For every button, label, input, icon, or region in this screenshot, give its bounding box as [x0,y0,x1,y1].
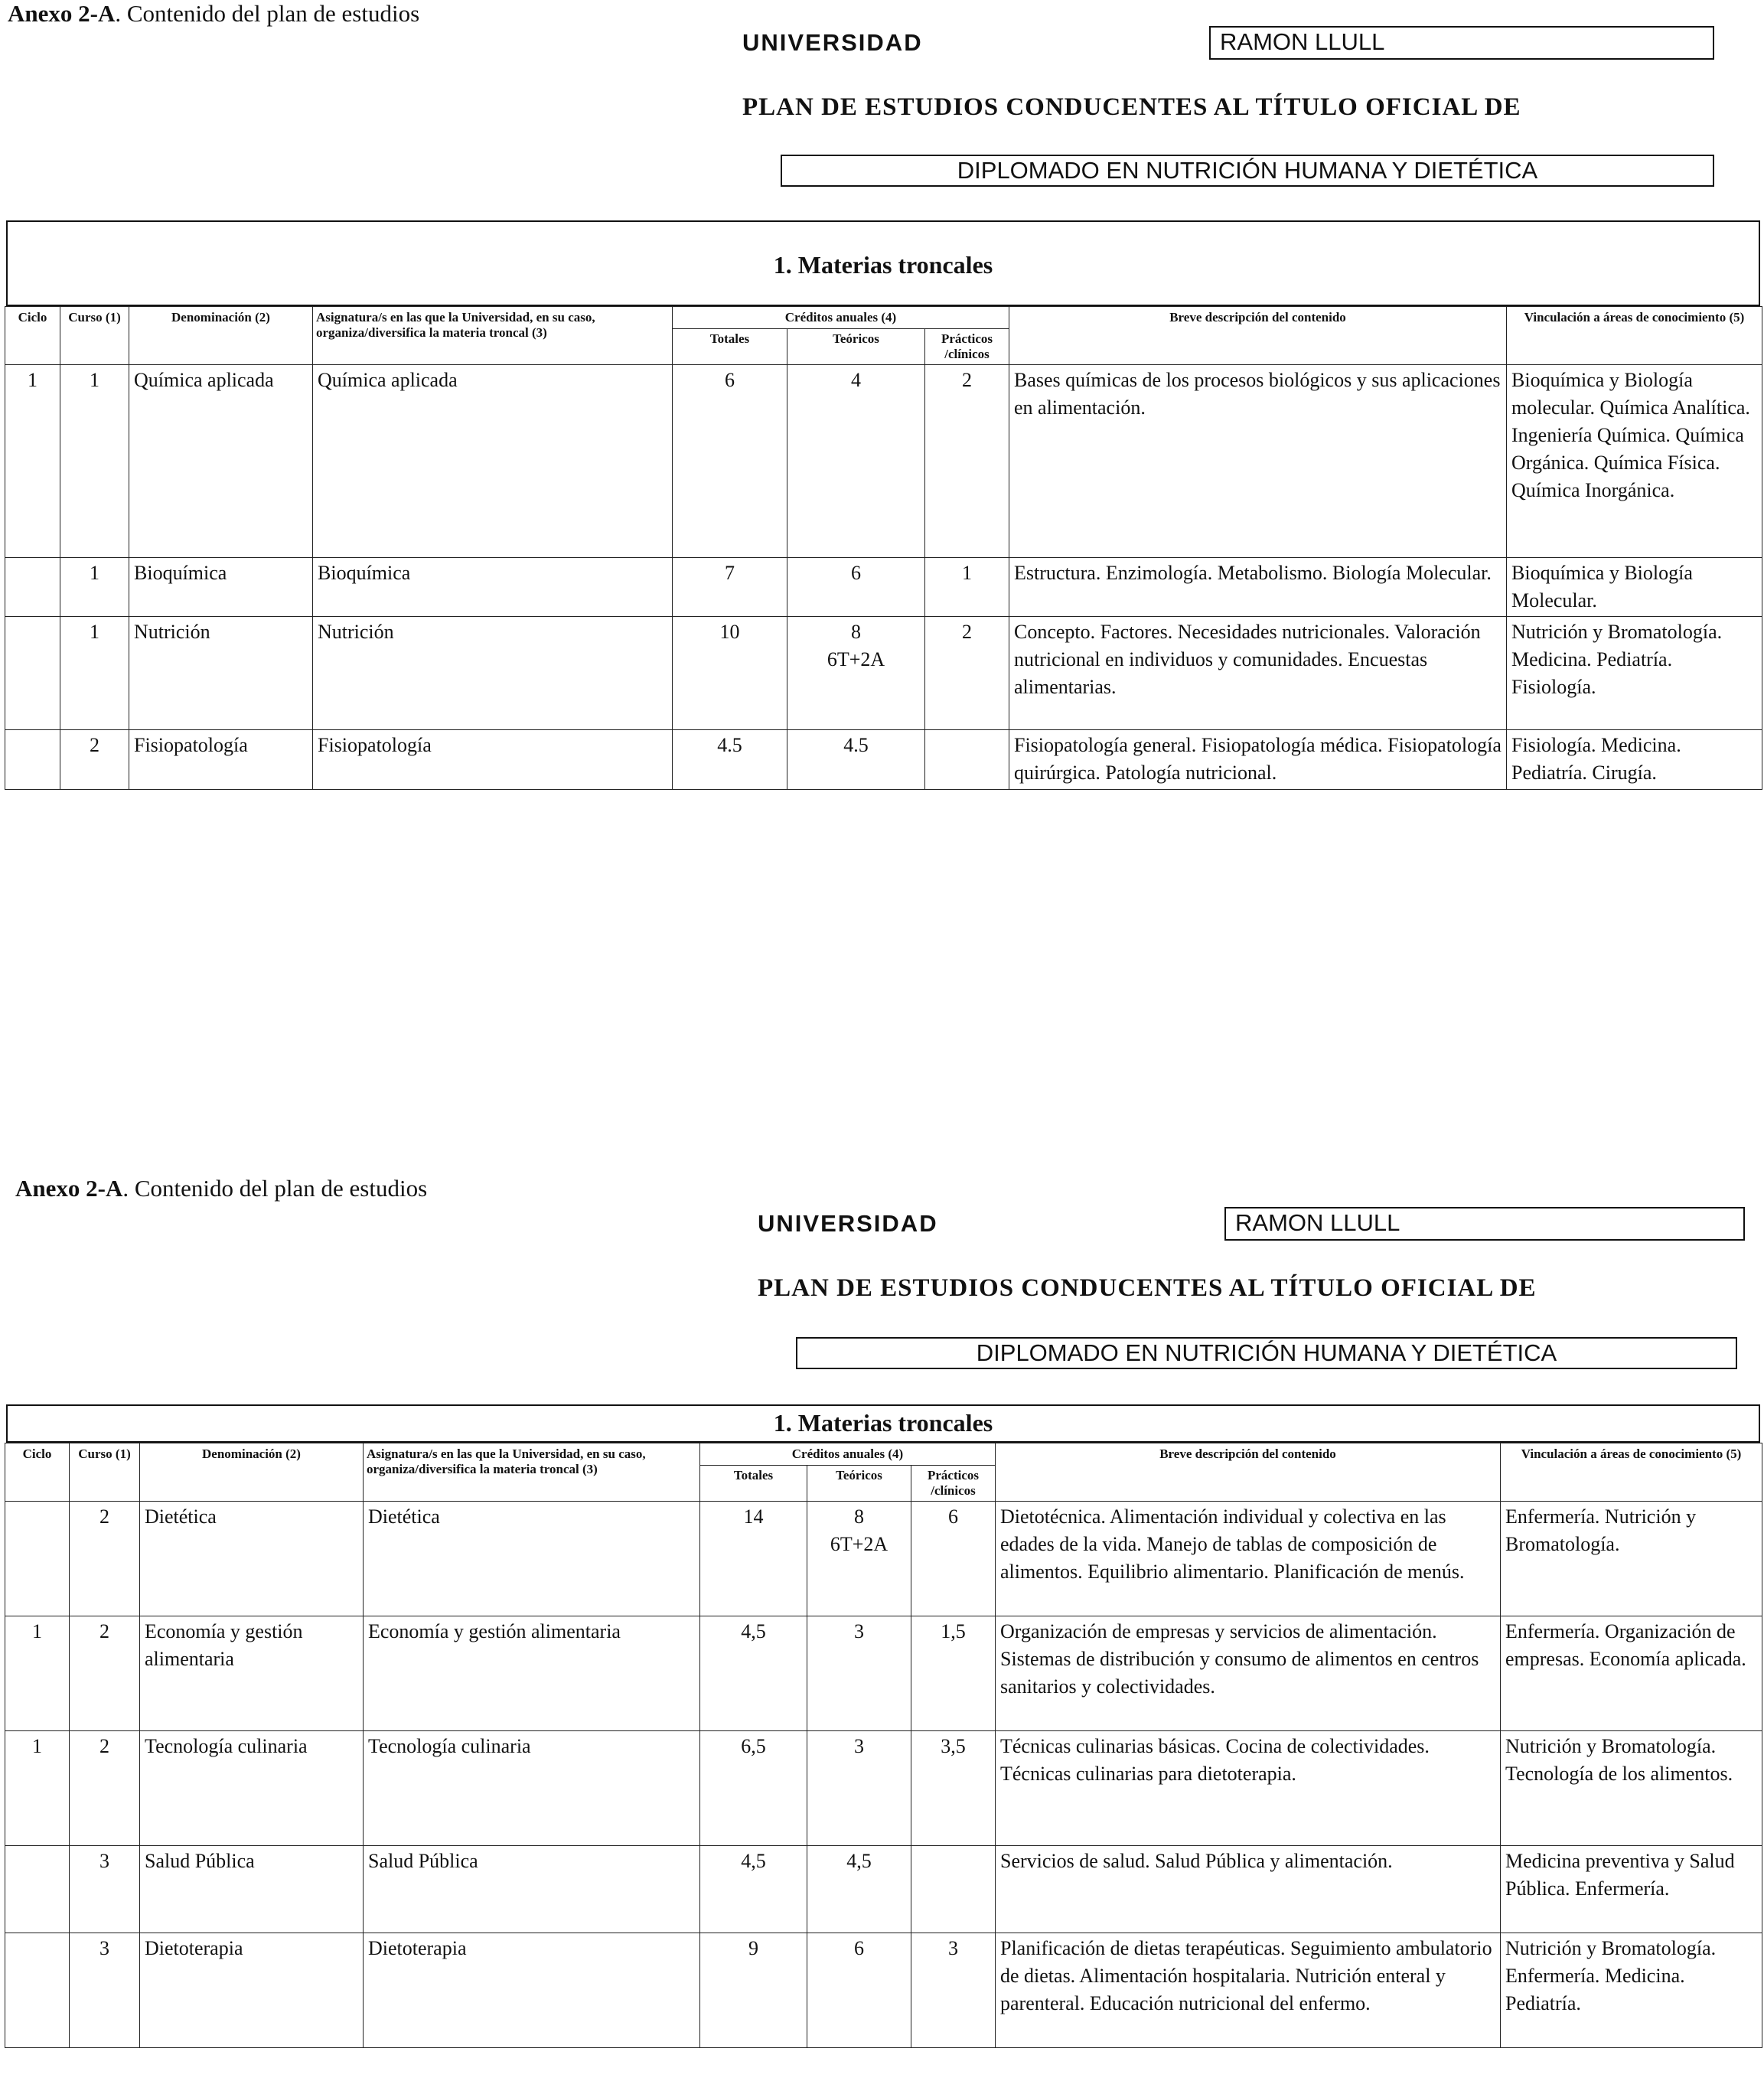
header-teoricos: Teóricos [807,1466,911,1502]
cell-practicos [911,1846,996,1933]
annex-heading: Anexo 2-A. Contenido del plan de estudios [8,0,420,27]
header-curso: Curso (1) [60,307,129,365]
header-descripcion: Breve descripción del contenido [996,1443,1501,1502]
teoricos-value: 4,5 [846,1850,872,1872]
cell-teoricos [807,1933,911,2048]
cell-curso: 1 [60,558,129,617]
cell-denominacion: Dietoterapia [140,1933,364,2048]
section-frame [6,1404,1760,1443]
cell-descripcion: Servicios de salud. Salud Pública y alimentación. [996,1846,1501,1933]
cell-totales: 10 [673,617,787,730]
teoricos-detail: 6T+2A [830,1533,889,1555]
cell-totales: 4,5 [700,1846,807,1933]
header-asignatura: Asignatura/s en las que la Universidad, en su caso, organiza/diversifica la materia troncal (3) [313,307,673,365]
cell-curso: 2 [60,730,129,790]
annex-heading: Anexo 2-A. Contenido del plan de estudios [15,1175,428,1202]
cell-vinculacion: Medicina preventiva y Salud Pública. Enfermería. [1501,1846,1762,1933]
cell-totales: 14 [700,1502,807,1616]
cell-denominacion: Química aplicada [129,365,313,558]
table-row [5,1933,1762,2048]
cell-asignatura: Tecnología culinaria [364,1731,700,1846]
cell-teoricos [787,365,925,558]
cell-asignatura: Salud Pública [364,1846,700,1933]
cell-totales: 4.5 [673,730,787,790]
header-totales: Totales [700,1466,807,1502]
cell-vinculacion: Bioquímica y Biología Molecular. [1507,558,1762,617]
cell-vinculacion: Fisiología. Medicina. Pediatría. Cirugía. [1507,730,1762,790]
cell-asignatura: Bioquímica [313,558,673,617]
table-row [5,365,1762,558]
cell-denominacion: Bioquímica [129,558,313,617]
teoricos-value: 8 [854,1505,864,1528]
cell-descripcion: Dietotécnica. Alimentación individual y colectiva en las edades de la vida. Manejo de tablas de composición de alimentos. Equilibrio alimentario. Planificación de menús. [996,1502,1501,1616]
cell-ciclo [5,558,60,617]
header-vinculacion: Vinculación a áreas de conocimiento (5) [1507,307,1762,365]
teoricos-detail: 6T+2A [827,648,885,670]
cell-practicos: 6 [911,1502,996,1616]
cell-practicos: 2 [925,617,1009,730]
cell-teoricos [787,617,925,730]
cell-teoricos [807,1731,911,1846]
cell-denominacion: Dietética [140,1502,364,1616]
cell-teoricos [787,558,925,617]
cell-practicos: 3,5 [911,1731,996,1846]
university-value-box: RAMON LLULL [1209,26,1714,60]
cell-descripcion: Fisiopatología general. Fisiopatología médica. Fisiopatología quirúrgica. Patología nutricional. [1009,730,1507,790]
header-ciclo: Ciclo [5,307,60,365]
section-title: 1. Materias troncales [773,1409,993,1437]
cell-teoricos [787,730,925,790]
cell-vinculacion: Nutrición y Bromatología. Enfermería. Medicina. Pediatría. [1501,1933,1762,2048]
cell-descripcion: Técnicas culinarias básicas. Cocina de colectividades. Técnicas culinarias para dietoterapia. [996,1731,1501,1846]
section-frame [6,220,1760,306]
cell-totales: 7 [673,558,787,617]
cell-asignatura: Química aplicada [313,365,673,558]
header-descripcion: Breve descripción del contenido [1009,307,1507,365]
plan-title: PLAN DE ESTUDIOS CONDUCENTES AL TÍTULO OFICIAL DE [742,93,1521,121]
cell-teoricos [807,1846,911,1933]
cell-totales: 6 [673,365,787,558]
cell-totales: 9 [700,1933,807,2048]
cell-curso: 2 [70,1502,140,1616]
header-creditos: Créditos anuales (4) [700,1443,996,1466]
degree-box: DIPLOMADO EN NUTRICIÓN HUMANA Y DIETÉTICA [781,155,1714,187]
cell-denominacion: Economía y gestión alimentaria [140,1616,364,1731]
table-row [5,1846,1762,1933]
cell-descripcion: Organización de empresas y servicios de alimentación. Sistemas de distribución y consumo de alimentos en centros sanitarios y colectividades. [996,1616,1501,1731]
cell-descripcion: Bases químicas de los procesos biológicos y sus aplicaciones en alimentación. [1009,365,1507,558]
cell-vinculacion: Nutrición y Bromatología. Tecnología de los alimentos. [1501,1731,1762,1846]
university-label: UNIVERSIDAD [758,1210,938,1237]
table-header-row [5,1443,1762,1466]
cell-curso: 3 [70,1933,140,2048]
cell-totales: 6,5 [700,1731,807,1846]
teoricos-value: 3 [854,1620,864,1642]
cell-denominacion: Salud Pública [140,1846,364,1933]
subjects-table [5,306,1762,790]
cell-practicos: 1,5 [911,1616,996,1731]
cell-curso: 1 [60,365,129,558]
cell-descripcion: Planificación de dietas terapéuticas. Seguimiento ambulatorio de dietas. Alimentación hospitalaria. Nutrición enteral y parenteral. Educación nutricional del enfermo. [996,1933,1501,2048]
cell-asignatura: Dietoterapia [364,1933,700,2048]
degree-box: DIPLOMADO EN NUTRICIÓN HUMANA Y DIETÉTICA [796,1337,1737,1369]
cell-practicos [925,730,1009,790]
cell-curso: 2 [70,1616,140,1731]
university-label: UNIVERSIDAD [742,29,923,56]
header-asignatura: Asignatura/s en las que la Universidad, en su caso, organiza/diversifica la materia troncal (3) [364,1443,700,1502]
cell-descripcion: Concepto. Factores. Necesidades nutricionales. Valoración nutricional en individuos y comunidades. Encuestas alimentarias. [1009,617,1507,730]
cell-practicos: 2 [925,365,1009,558]
cell-ciclo [5,617,60,730]
cell-descripcion: Estructura. Enzimología. Metabolismo. Biología Molecular. [1009,558,1507,617]
cell-teoricos [807,1616,911,1731]
header-denominacion: Denominación (2) [129,307,313,365]
header-vinculacion: Vinculación a áreas de conocimiento (5) [1501,1443,1762,1502]
cell-ciclo [5,1933,70,2048]
teoricos-value: 6 [854,1937,864,1959]
cell-teoricos [807,1502,911,1616]
cell-ciclo [5,1846,70,1933]
cell-asignatura: Dietética [364,1502,700,1616]
table-row [5,1502,1762,1616]
cell-asignatura: Nutrición [313,617,673,730]
teoricos-value: 3 [854,1735,864,1757]
cell-curso: 2 [70,1731,140,1846]
table-row [5,617,1762,730]
cell-curso: 1 [60,617,129,730]
header-denominacion: Denominación (2) [140,1443,364,1502]
teoricos-value: 4 [851,369,861,391]
header-practicos: Prácticos /clínicos [911,1466,996,1502]
table-row [5,558,1762,617]
cell-curso: 3 [70,1846,140,1933]
cell-vinculacion: Enfermería. Nutrición y Bromatología. [1501,1502,1762,1616]
header-creditos: Créditos anuales (4) [673,307,1009,329]
header-practicos: Prácticos /clínicos [925,329,1009,365]
cell-ciclo: 1 [5,1616,70,1731]
teoricos-value: 6 [851,562,861,584]
cell-denominacion: Tecnología culinaria [140,1731,364,1846]
cell-totales: 4,5 [700,1616,807,1731]
cell-denominacion: Fisiopatología [129,730,313,790]
header-curso: Curso (1) [70,1443,140,1502]
university-value-box: RAMON LLULL [1224,1207,1745,1241]
cell-ciclo: 1 [5,1731,70,1846]
teoricos-value: 8 [851,621,861,643]
header-totales: Totales [673,329,787,365]
table-row [5,730,1762,790]
table-row [5,1616,1762,1731]
cell-ciclo [5,1502,70,1616]
cell-ciclo [5,730,60,790]
cell-denominacion: Nutrición [129,617,313,730]
cell-asignatura: Economía y gestión alimentaria [364,1616,700,1731]
cell-asignatura: Fisiopatología [313,730,673,790]
cell-vinculacion: Enfermería. Organización de empresas. Economía aplicada. [1501,1616,1762,1731]
cell-vinculacion: Bioquímica y Biología molecular. Química Analítica. Ingeniería Química. Química Orgánica. Química Física. Química Inorgánica. [1507,365,1762,558]
cell-ciclo: 1 [5,365,60,558]
table-row [5,1731,1762,1846]
cell-practicos: 1 [925,558,1009,617]
subjects-table [5,1443,1762,2048]
cell-vinculacion: Nutrición y Bromatología. Medicina. Pediatría. Fisiología. [1507,617,1762,730]
plan-title: PLAN DE ESTUDIOS CONDUCENTES AL TÍTULO OFICIAL DE [758,1274,1537,1302]
teoricos-value: 4.5 [843,734,869,756]
section-title: 1. Materias troncales [773,251,993,279]
header-teoricos: Teóricos [787,329,925,365]
table-header-row [5,307,1762,329]
header-ciclo: Ciclo [5,1443,70,1502]
cell-practicos: 3 [911,1933,996,2048]
